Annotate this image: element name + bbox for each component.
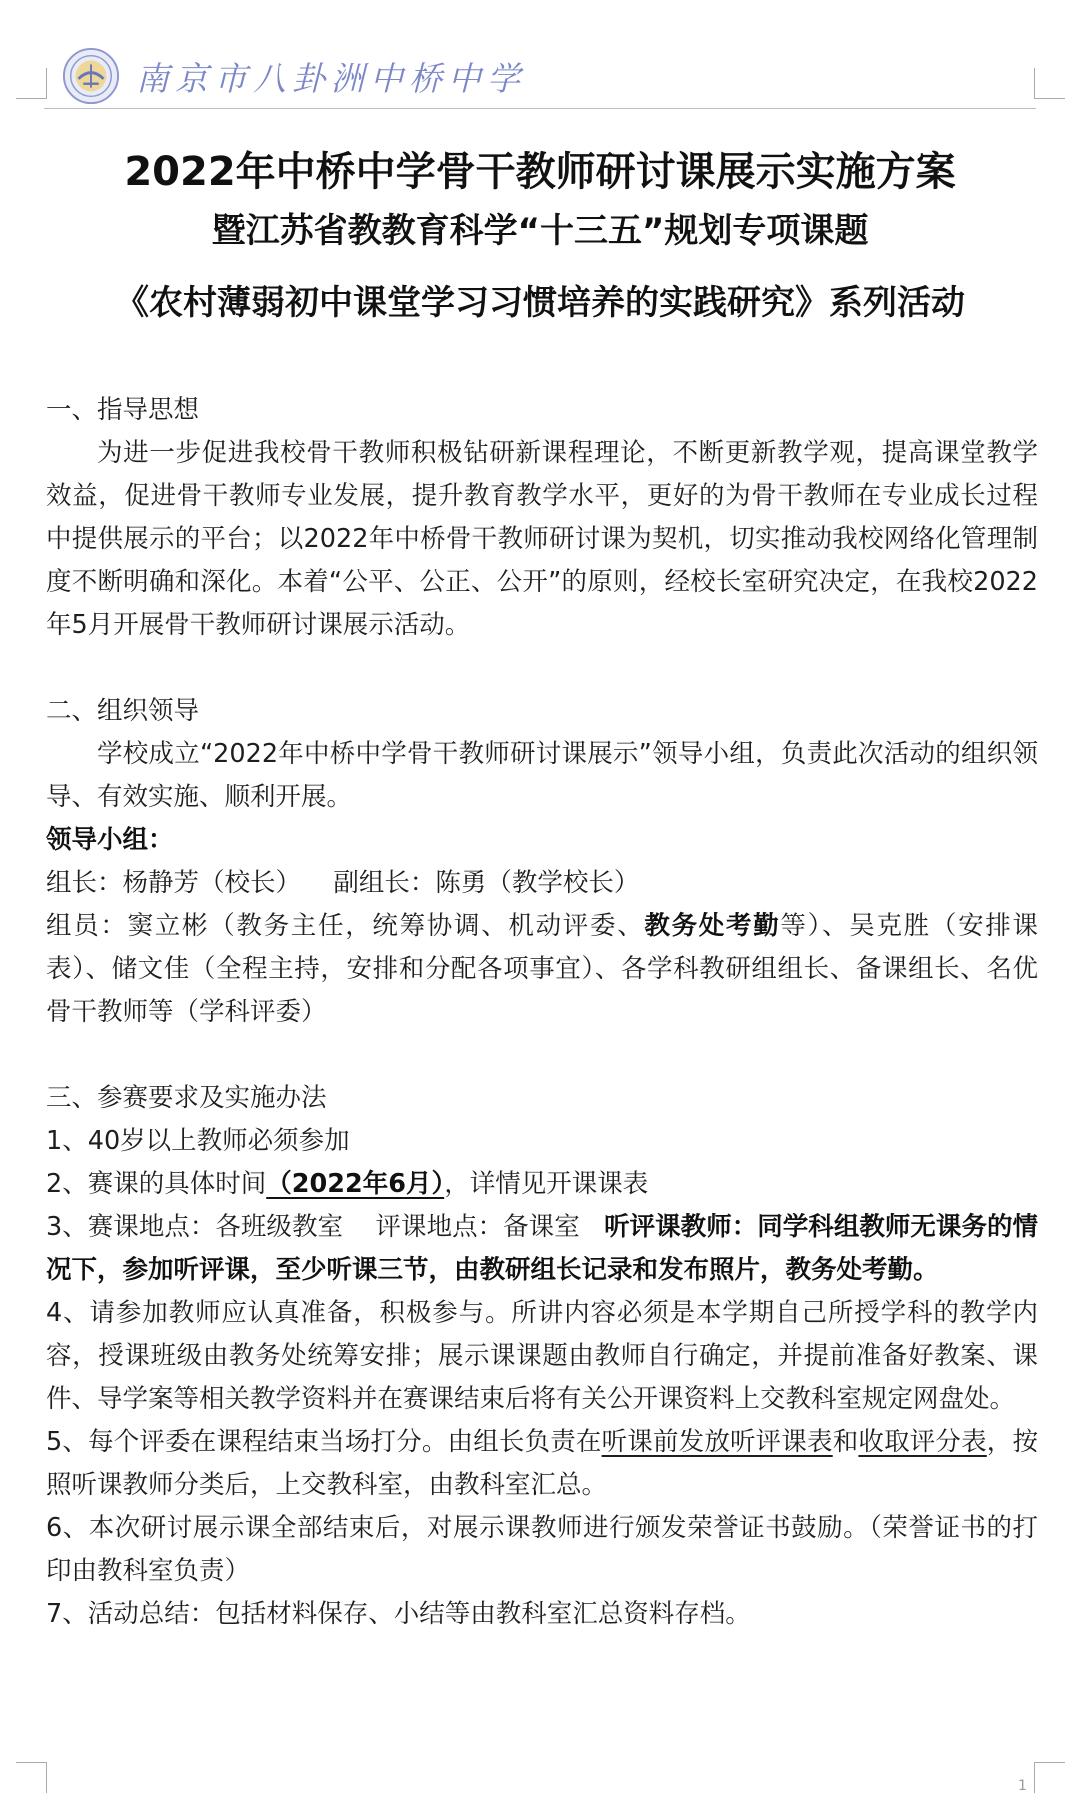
list-item-3 xyxy=(46,1206,1038,1292)
header-divider xyxy=(44,108,1036,109)
members-paragraph xyxy=(46,905,1038,1034)
school-logo-icon xyxy=(62,47,120,105)
item-5-text-mid: 和 xyxy=(832,1427,859,1457)
school-name: 南京市八卦洲中桥中学 xyxy=(136,58,526,98)
list-item-5 xyxy=(46,1421,1038,1507)
crop-mark-top-right xyxy=(1034,68,1065,99)
blank-line xyxy=(46,1034,1038,1077)
title-line-2: 暨江苏省教教育科学“十三五”规划专项课题 xyxy=(211,211,869,251)
list-item-6: 6、本次研讨展示课全部结束后，对展示课教师进行颁发荣誉证书鼓励。（荣誉证书的打印由教科室负责） xyxy=(46,1513,1038,1586)
section-1-paragraph: 为进一步促进我校骨干教师积极钻研新课程理论，不断更新教学观，提高课堂教学效益，促进骨干教师专业发展，提升教育教学水平，更好的为骨干教师在专业成长过程中提供展示的平台；以2022年中桥骨干教师研讨课为契机，切实推动我校网络化管理制度不断明确和深化。本着“公平、公正、公开”的原则，经校长室研究决定，在我校2022年5月开展骨干教师研讨课展示活动。 xyxy=(46,438,1038,640)
section-2-heading: 二、组织领导 xyxy=(46,696,200,726)
crop-mark-bottom-right xyxy=(1034,1762,1065,1793)
leadership-group-label: 领导小组： xyxy=(46,825,174,855)
list-item-1: 1、40岁以上教师必须参加 xyxy=(46,1126,350,1156)
crop-mark-top-left xyxy=(16,68,47,99)
document-title-block xyxy=(40,142,1040,328)
item-3-text-a: 3、赛课地点：各班级教室 评课地点：备课室 xyxy=(46,1212,605,1242)
item-5-text-b: ，按照听课教师分类后，上交教科室，由教科室汇总。 xyxy=(46,1427,1038,1500)
blank-line xyxy=(46,647,1038,690)
leaders-line xyxy=(46,862,1038,905)
leaders-text: 组长：杨静芳（校长） 副组长：陈勇（教学校长） xyxy=(46,868,640,898)
section-1-heading: 一、指导思想 xyxy=(46,395,200,425)
section-2-paragraph: 学校成立“2022年中桥中学骨干教师研讨课展示”领导小组，负责此次活动的组织领导、有效实施、顺利开展。 xyxy=(46,739,1038,812)
document-body xyxy=(46,389,1038,1636)
item-3-text-bold: 听评课教师：同学科组教师无课务的情况下，参加听评课，至少听课三节，由教研组长记录和发布照片，教务处考勤。 xyxy=(46,1212,1038,1285)
list-item-4: 4、请参加教师应认真准备，积极参与。所讲内容必须是本学期自己所授学科的教学内容，授课班级由教务处统筹安排；展示课课题由教师自行确定，并提前准备好教案、课件、导学案等相关教学资料并在赛课结束后将有关公开课资料上交教科室规定网盘处。 xyxy=(46,1298,1038,1414)
item-5-text-a: 5、每个评委在课程结束当场打分。由组长负责在 xyxy=(46,1427,602,1457)
members-text-a: 组员：窦立彬（教务主任，统筹协调、机动评委、 xyxy=(46,911,645,941)
item-2-text-b: ，详情见开课课表 xyxy=(444,1169,649,1199)
members-text-b: 等）、吴克胜（安排课表）、储文佳（全程主持，安排和分配各项事宜）、各学科教研组组长、备课组长、名优骨干教师等（学科评委） xyxy=(46,911,1038,1027)
page-number: 1 xyxy=(1018,1778,1027,1794)
item-5-underline-2: 收取评分表 xyxy=(858,1427,987,1457)
title-line-3: 《农村薄弱初中课堂学习习惯培养的实践研究》系列活动 xyxy=(115,283,965,323)
item-5-underline-1: 听课前发放听评课表 xyxy=(601,1427,833,1457)
list-item-2 xyxy=(46,1163,1038,1206)
item-2-text-a: 2、赛课的具体时间 xyxy=(46,1169,267,1199)
members-text-bold: 教务处考勤 xyxy=(644,911,781,941)
list-item-7: 7、活动总结：包括材料保存、小结等由教科室汇总资料存档。 xyxy=(46,1599,751,1629)
title-line-1: 2022年中桥中学骨干教师研讨课展示实施方案 xyxy=(124,149,956,195)
section-3-heading: 三、参赛要求及实施办法 xyxy=(46,1083,327,1113)
item-2-date: （2022年6月） xyxy=(266,1169,445,1199)
crop-mark-bottom-left xyxy=(16,1762,47,1793)
letterhead xyxy=(62,44,526,108)
